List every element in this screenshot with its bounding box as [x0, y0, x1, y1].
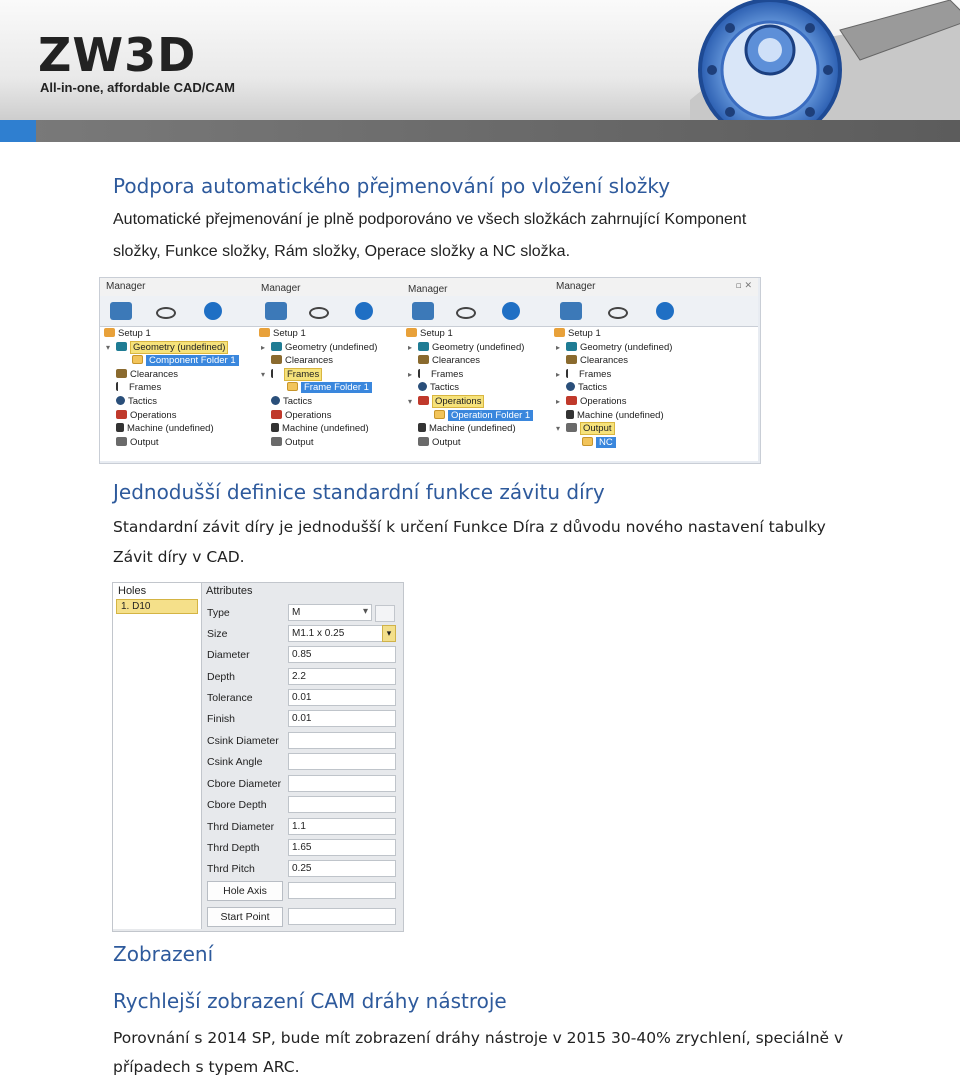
- tree-row-label: Setup 1: [568, 328, 601, 339]
- tree-row[interactable]: [104, 436, 255, 450]
- tree-row[interactable]: [406, 409, 550, 423]
- tree-row-label: Tactics: [430, 382, 460, 394]
- operations-icon: [116, 410, 127, 419]
- holes-header: Holes: [118, 585, 147, 597]
- globe-tab-icon[interactable]: [656, 302, 674, 320]
- tree-row-label: Frames: [129, 382, 162, 394]
- manager-tabs: [100, 296, 255, 327]
- tree-row[interactable]: [554, 368, 758, 382]
- expand-arrow-icon[interactable]: ▾: [556, 424, 561, 434]
- operations-icon: [271, 410, 282, 419]
- field-label: Depth: [207, 671, 236, 683]
- tree-row-label: Clearances: [432, 355, 481, 367]
- clearances-icon: [116, 369, 127, 378]
- header-banner: [0, 0, 960, 142]
- expand-arrow-icon[interactable]: ▸: [261, 342, 266, 352]
- tree-row-label: Clearances: [580, 355, 629, 367]
- field-label: Finish: [207, 713, 236, 725]
- clearances-icon: [566, 355, 577, 364]
- field-label: Thrd Pitch: [207, 863, 255, 875]
- paragraph-auto-rename-line1: Automatické přejmenování je plně podporováno ve všech složkách zahrnující Komponent: [113, 211, 747, 228]
- manager-panels-screenshot: [99, 277, 761, 464]
- tree-row[interactable]: [554, 327, 758, 341]
- manager-tabs: [255, 296, 402, 327]
- output-icon: [271, 437, 282, 446]
- expand-arrow-icon[interactable]: ▸: [556, 396, 561, 406]
- expand-arrow-icon[interactable]: ▾: [261, 369, 266, 379]
- tolerance-input[interactable]: 0.01: [288, 689, 396, 706]
- tree-row-label: Clearances: [285, 355, 334, 367]
- tree-row-label: Output: [580, 422, 615, 435]
- tree-row[interactable]: [554, 436, 758, 450]
- frames-icon: [566, 369, 576, 378]
- folder-icon: [132, 355, 143, 364]
- tree-row[interactable]: [259, 368, 402, 382]
- tree-row-label: Machine (undefined): [429, 423, 516, 435]
- geometry-icon: [271, 342, 282, 351]
- machine-icon: [418, 423, 426, 432]
- operations-icon: [566, 396, 577, 405]
- csink-diameter-input[interactable]: [288, 732, 396, 749]
- tree-row[interactable]: [259, 395, 402, 409]
- thread-depth-input[interactable]: 1.65: [288, 839, 396, 856]
- start-point-button[interactable]: Start Point: [207, 907, 283, 927]
- machine-icon: [566, 410, 574, 419]
- tactics-icon: [271, 396, 280, 405]
- tree-row[interactable]: [406, 327, 550, 341]
- tagline: All-in-one, affordable CAD/CAM: [40, 80, 235, 95]
- holes-list: [113, 583, 202, 929]
- tree-row-label: NC: [596, 437, 616, 448]
- paragraph-thread-hole-line1: Standardní závit díry je jednodušší k určení Funkce Díra z důvodu nového nastavení tabulky: [113, 518, 826, 536]
- field-label: Cbore Diameter: [207, 778, 282, 790]
- tree-row-label: Setup 1: [420, 328, 453, 339]
- tree-row-label: Geometry (undefined): [130, 341, 228, 354]
- csink-angle-input[interactable]: [288, 753, 396, 770]
- tree-row-label: Setup 1: [118, 328, 151, 339]
- tree-row[interactable]: [259, 422, 402, 436]
- field-label: Thrd Diameter: [207, 821, 275, 833]
- glasses-tab-icon[interactable]: [156, 307, 176, 319]
- operations-icon: [418, 396, 429, 405]
- expand-arrow-icon[interactable]: ▾: [408, 396, 413, 406]
- hole-axis-button[interactable]: Hole Axis: [207, 881, 283, 901]
- tactics-icon: [566, 382, 575, 391]
- tree-row-label: Geometry (undefined): [432, 341, 525, 353]
- setup-icon: [104, 328, 115, 337]
- tree-row-label: Machine (undefined): [127, 423, 214, 435]
- tree-row[interactable]: [554, 422, 758, 436]
- depth-input[interactable]: 2.2: [288, 668, 396, 685]
- diameter-input[interactable]: 0.85: [288, 646, 396, 663]
- expand-arrow-icon[interactable]: ▾: [106, 342, 111, 352]
- tree-row[interactable]: [259, 354, 402, 368]
- field-label: Type: [207, 607, 230, 619]
- tree-row[interactable]: [259, 327, 402, 341]
- machine-icon: [116, 423, 124, 432]
- output-icon: [116, 437, 127, 446]
- manager-tree: [550, 327, 758, 449]
- tree-row-label: Tactics: [578, 382, 608, 394]
- tree-row-label: Machine (undefined): [577, 409, 664, 421]
- tree-row-label: Operation Folder 1: [448, 410, 533, 421]
- field-label: Tolerance: [207, 692, 253, 704]
- tree-row-label: Tactics: [128, 395, 158, 407]
- clearances-icon: [271, 355, 282, 364]
- tree-row-label: Operations: [580, 395, 627, 407]
- tree-row-label: Frames: [431, 368, 464, 380]
- type-select[interactable]: M ▾: [288, 604, 372, 621]
- paragraph-auto-rename-line2: složky, Funkce složky, Rám složky, Operace složky a NC složka.: [113, 243, 571, 260]
- tree-row[interactable]: [104, 409, 255, 423]
- tree-row-label: Tactics: [283, 395, 313, 407]
- tree-row[interactable]: [554, 354, 758, 368]
- paragraph-faster-toolpath-line1: Porovnání s 2014 SP, bude mít zobrazení dráhy nástroje v 2015 30-40% zrychlení, speciálně v: [113, 1029, 844, 1047]
- hole-attributes-dialog: [112, 582, 404, 932]
- hole-table-icon[interactable]: [375, 605, 395, 622]
- field-label: Diameter: [207, 649, 250, 661]
- tree-row[interactable]: [406, 368, 550, 382]
- geometry-icon: [566, 342, 577, 351]
- folder-icon: [287, 382, 298, 391]
- heading-auto-rename: Podpora automatického přejmenování po vložení složky: [113, 174, 671, 198]
- tree-row-label: Geometry (undefined): [285, 341, 378, 353]
- field-label: Cbore Depth: [207, 799, 267, 811]
- expand-arrow-icon[interactable]: ▸: [408, 342, 413, 352]
- manager-title: Manager: [255, 278, 402, 296]
- frames-icon: [271, 369, 281, 378]
- clearances-icon: [418, 355, 429, 364]
- manager-panel-3: [402, 278, 551, 461]
- tree-row[interactable]: [259, 436, 402, 450]
- tree-row[interactable]: [406, 395, 550, 409]
- tree-row[interactable]: [259, 341, 402, 355]
- gear-product-icon: [690, 0, 960, 140]
- tree-row[interactable]: [259, 381, 402, 395]
- tree-row-label: Clearances: [130, 368, 179, 380]
- tree-row-label: Frame Folder 1: [301, 382, 372, 393]
- tree-row[interactable]: [104, 368, 255, 382]
- cam-tab-icon[interactable]: [560, 302, 582, 320]
- tree-row[interactable]: [104, 395, 255, 409]
- banner-strip: [0, 120, 960, 142]
- cbore-diameter-input[interactable]: [288, 775, 396, 792]
- glasses-tab-icon[interactable]: [309, 307, 329, 319]
- cam-tab-icon[interactable]: [412, 302, 434, 320]
- tree-row[interactable]: [554, 341, 758, 355]
- tree-row[interactable]: [104, 381, 255, 395]
- setup-icon: [554, 328, 565, 337]
- thread-diameter-input[interactable]: 1.1: [288, 818, 396, 835]
- manager-tabs: [550, 296, 758, 327]
- zw3d-logo: ZW3D: [38, 28, 197, 82]
- start-point-input[interactable]: [288, 908, 396, 925]
- hole-axis-input[interactable]: [288, 882, 396, 899]
- cam-tab-icon[interactable]: [110, 302, 132, 320]
- manager-tabs: [402, 296, 550, 327]
- manager-tree: [255, 327, 402, 449]
- tree-row-label: Frames: [579, 368, 612, 380]
- tree-row[interactable]: [406, 436, 550, 450]
- tree-row[interactable]: [554, 409, 758, 423]
- tree-row-label: Frames: [284, 368, 322, 381]
- cbore-depth-input[interactable]: [288, 796, 396, 813]
- tree-row[interactable]: [104, 422, 255, 436]
- globe-tab-icon[interactable]: [204, 302, 222, 320]
- glasses-tab-icon[interactable]: [456, 307, 476, 319]
- paragraph-thread-hole-line2: Závit díry v CAD.: [113, 548, 245, 566]
- tree-row-label: Operations: [285, 409, 332, 421]
- tree-row[interactable]: [406, 422, 550, 436]
- tree-row-label: Machine (undefined): [282, 423, 369, 435]
- tree-row[interactable]: [104, 327, 255, 341]
- tree-row-label: Output: [432, 436, 461, 448]
- frames-icon: [418, 369, 428, 378]
- globe-tab-icon[interactable]: [355, 302, 373, 320]
- heading-thread-hole: Jednodušší definice standardní funkce závitu díry: [113, 480, 605, 504]
- size-select[interactable]: [288, 625, 396, 642]
- size-value: M1.1 x 0.25: [292, 628, 345, 639]
- tree-row[interactable]: [104, 354, 255, 368]
- geometry-icon: [116, 342, 127, 351]
- tree-row[interactable]: [104, 341, 255, 355]
- manager-tree: [402, 327, 550, 449]
- manager-tree: [100, 327, 255, 449]
- expand-arrow-icon[interactable]: ▸: [408, 369, 413, 379]
- tactics-icon: [418, 382, 427, 391]
- output-icon: [418, 437, 429, 446]
- tree-row[interactable]: [406, 354, 550, 368]
- tree-row[interactable]: [406, 381, 550, 395]
- manager-title: Manager: [100, 278, 255, 296]
- cam-tab-icon[interactable]: [265, 302, 287, 320]
- heading-faster-toolpath: Rychlejší zobrazení CAM dráhy nástroje: [113, 989, 507, 1013]
- tree-row-label: Component Folder 1: [146, 355, 239, 366]
- heading-display: Zobrazení: [113, 942, 214, 966]
- tree-row[interactable]: [554, 381, 758, 395]
- globe-tab-icon[interactable]: [502, 302, 520, 320]
- setup-icon: [259, 328, 270, 337]
- tree-row[interactable]: [554, 395, 758, 409]
- output-icon: [566, 423, 577, 432]
- machine-icon: [271, 423, 279, 432]
- expand-arrow-icon[interactable]: ▸: [556, 342, 561, 352]
- manager-panel-2: [255, 278, 403, 461]
- tree-row[interactable]: [406, 341, 550, 355]
- tree-row-label: Operations: [432, 395, 484, 408]
- manager-panel-4: [550, 278, 758, 461]
- finish-input[interactable]: 0.01: [288, 710, 396, 727]
- setup-icon: [406, 328, 417, 337]
- tree-row[interactable]: [259, 409, 402, 423]
- manager-title: Manager: [550, 278, 758, 296]
- tree-row-label: Geometry (undefined): [580, 341, 673, 353]
- attributes-header: Attributes: [206, 585, 253, 597]
- field-label: Csink Angle: [207, 756, 263, 768]
- tree-row-label: Setup 1: [273, 328, 306, 339]
- field-label: Thrd Depth: [207, 842, 260, 854]
- folder-icon: [582, 437, 593, 446]
- geometry-icon: [418, 342, 429, 351]
- tree-row-label: Output: [285, 436, 314, 448]
- tree-row-label: Output: [130, 436, 159, 448]
- thread-pitch-input[interactable]: 0.25: [288, 860, 396, 877]
- dropdown-arrow-icon[interactable]: ▾: [382, 625, 396, 642]
- tactics-icon: [116, 396, 125, 405]
- glasses-tab-icon[interactable]: [608, 307, 628, 319]
- paragraph-faster-toolpath-line2: případech s typem ARC.: [113, 1058, 300, 1076]
- window-controls-icon[interactable]: ▫ ✕: [735, 281, 752, 291]
- expand-arrow-icon[interactable]: ▸: [556, 369, 561, 379]
- field-label: Csink Diameter: [207, 735, 279, 747]
- banner-accent: [0, 120, 36, 142]
- tree-row-label: Operations: [130, 409, 177, 421]
- manager-title: Manager: [402, 278, 550, 296]
- field-label: Size: [207, 628, 228, 640]
- folder-icon: [434, 410, 445, 419]
- frames-icon: [116, 382, 126, 391]
- manager-panel-1: [100, 278, 256, 461]
- hole-list-item[interactable]: 1. D10: [116, 599, 198, 614]
